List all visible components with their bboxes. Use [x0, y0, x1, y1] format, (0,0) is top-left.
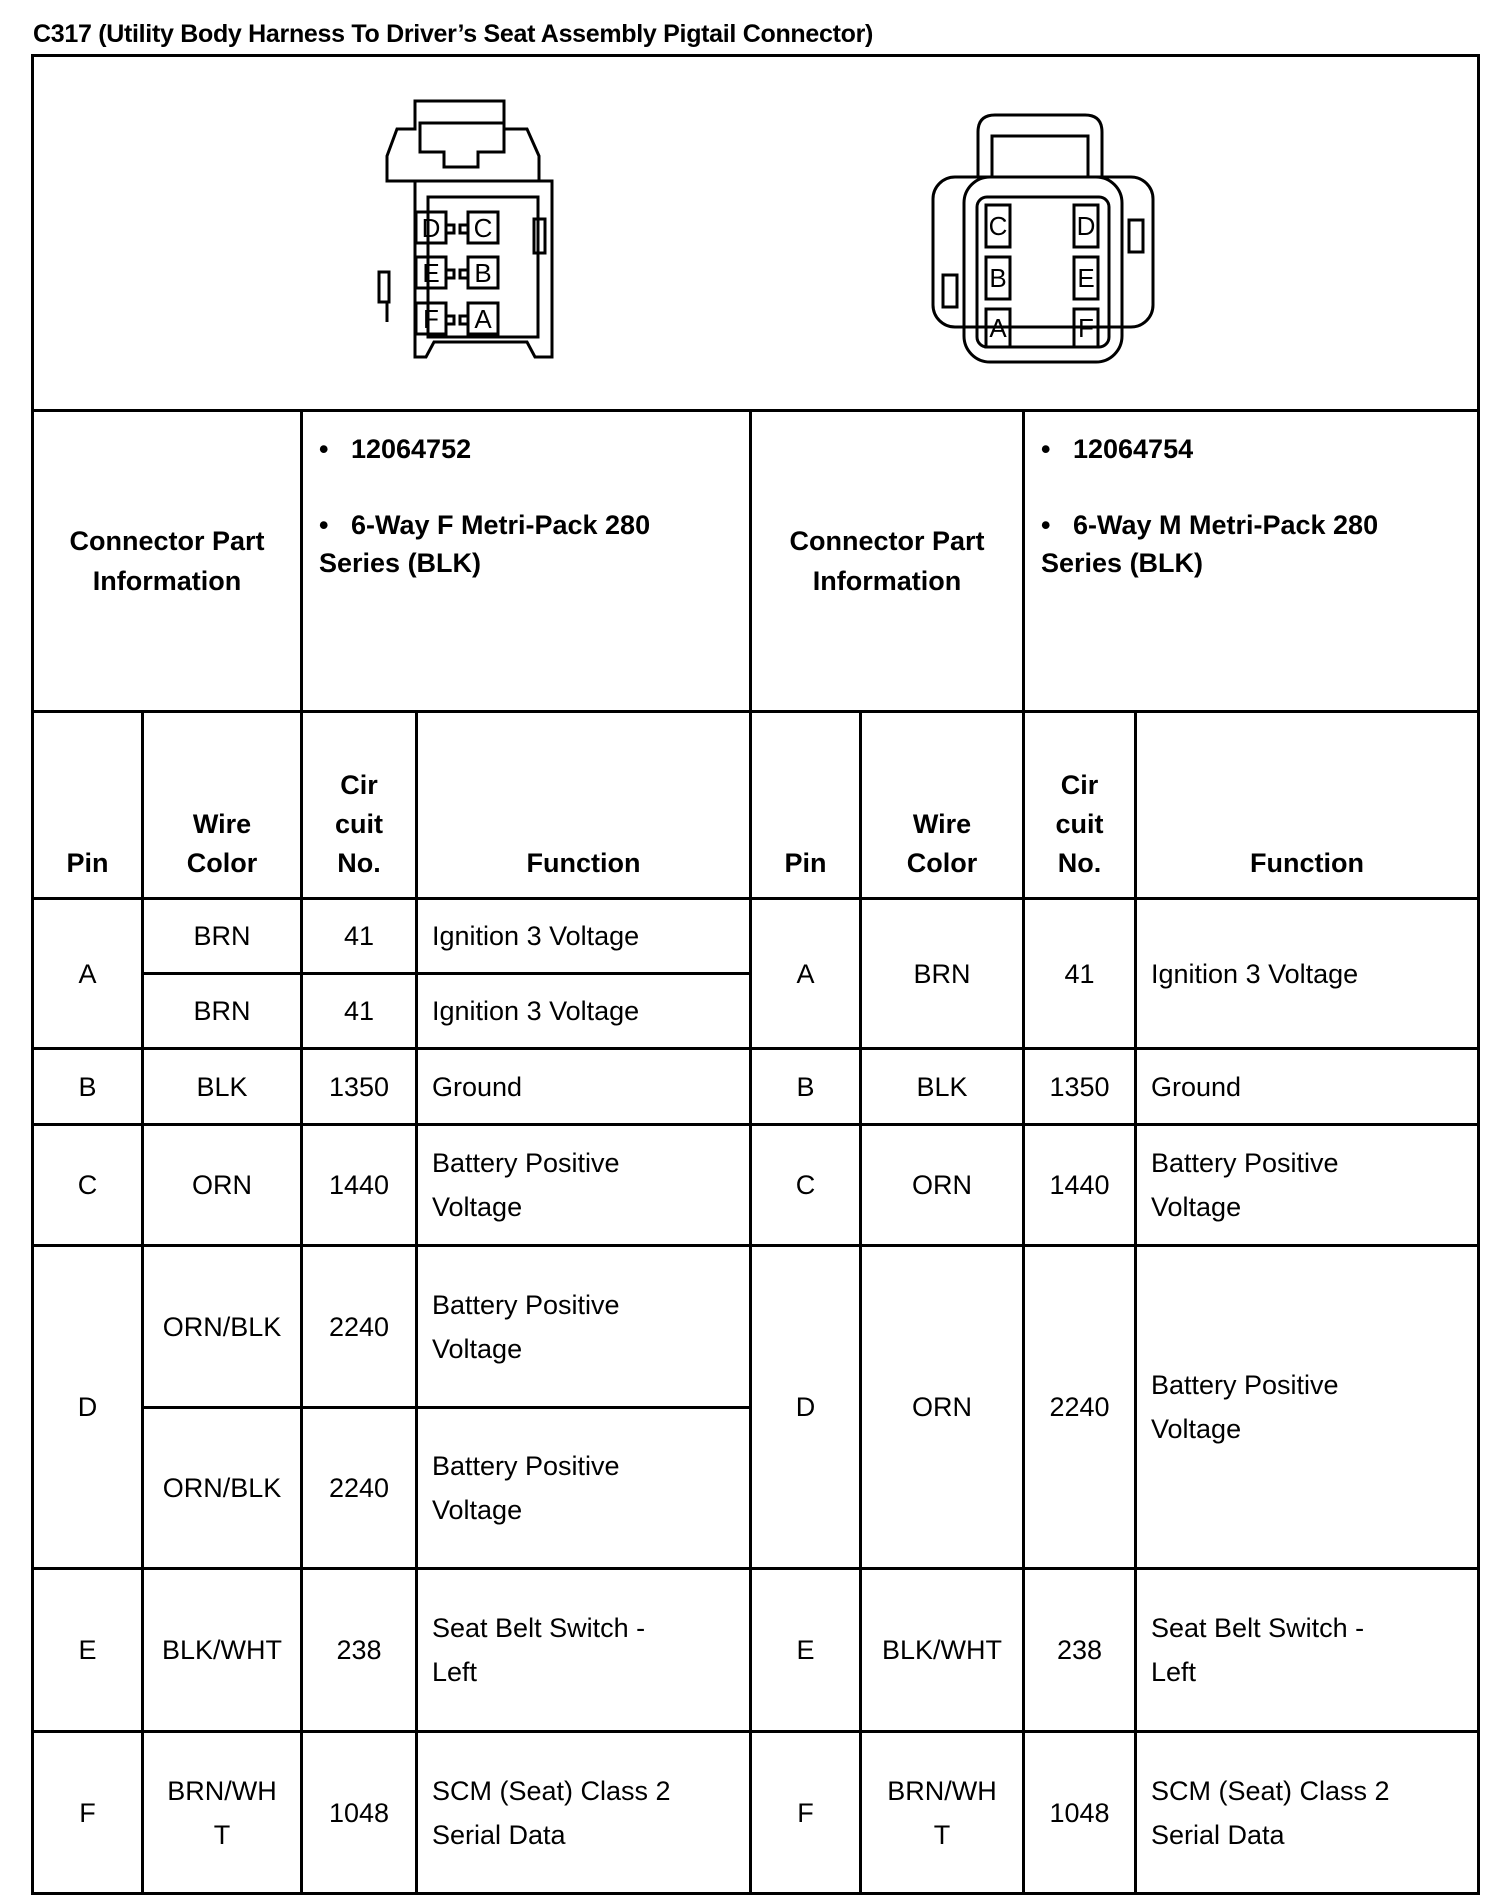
left-part-number-bullet: • 12064752 — [319, 434, 472, 464]
wire-color-cell: BRN — [861, 899, 1024, 1049]
header-pin: Pin — [751, 712, 861, 899]
circuit-cell: 2240 — [302, 1408, 417, 1569]
circuit-cell: 238 — [302, 1569, 417, 1732]
header-circuit-no: Cir cuit No. — [302, 712, 417, 899]
pin-cell: F — [751, 1732, 861, 1894]
header-pin: Pin — [33, 712, 143, 899]
male-pin-label-c: C — [988, 211, 1008, 241]
male-pin-label-a: A — [989, 313, 1007, 343]
circuit-cell: 41 — [1024, 899, 1136, 1049]
circuit-cell: 41 — [302, 974, 417, 1049]
wire-color-cell: ORN — [143, 1125, 302, 1246]
pin-cell: A — [33, 899, 143, 1049]
function-cell: Ground — [417, 1049, 751, 1125]
left-connector-info-label: Connector Part Information — [33, 411, 302, 712]
wire-color-cell: BLK — [143, 1049, 302, 1125]
female-pin-label-d: D — [421, 213, 441, 243]
header-function: Function — [417, 712, 751, 899]
female-pin-label-b: B — [474, 258, 492, 288]
wire-color-cell: BRN — [143, 974, 302, 1049]
function-cell: SCM (Seat) Class 2 Serial Data — [417, 1732, 751, 1894]
female-pin-label-a: A — [474, 304, 492, 334]
male-pin-label-b: B — [989, 263, 1007, 293]
wire-color-cell: BRN/WHT — [143, 1732, 302, 1894]
wire-color-cell: BLK/WHT — [143, 1569, 302, 1732]
table-row — [33, 899, 1479, 974]
circuit-cell: 238 — [1024, 1569, 1136, 1732]
header-circuit-no: Cir cuit No. — [1024, 712, 1136, 899]
function-cell: Battery Positive Voltage — [417, 1125, 751, 1246]
wire-color-cell: BLK/WHT — [861, 1569, 1024, 1732]
page-title: C317 (Utility Body Harness To Driver’s Seat Assembly Pigtail Connector) — [33, 20, 874, 48]
circuit-cell: 1440 — [302, 1125, 417, 1246]
pin-cell: F — [33, 1732, 143, 1894]
function-cell: Battery Positive Voltage — [1136, 1246, 1479, 1569]
circuit-cell: 1350 — [1024, 1049, 1136, 1125]
wire-color-cell: ORN — [861, 1125, 1024, 1246]
wire-color-cell: BLK — [861, 1049, 1024, 1125]
pin-cell: B — [751, 1049, 861, 1125]
left-part-description: 6-Way F Metri-Pack 280 Series (BLK) — [319, 510, 651, 578]
male-pin-label-d: D — [1076, 211, 1096, 241]
circuit-cell: 2240 — [302, 1246, 417, 1408]
circuit-cell: 2240 — [1024, 1246, 1136, 1569]
pin-cell: D — [751, 1246, 861, 1569]
pin-cell: E — [33, 1569, 143, 1732]
function-cell: Ground — [1136, 1049, 1479, 1125]
pin-cell: E — [751, 1569, 861, 1732]
circuit-cell: 41 — [302, 899, 417, 974]
connector-diagram-svg — [34, 57, 1480, 409]
table-row — [33, 1732, 1479, 1894]
function-cell: Ignition 3 Voltage — [417, 899, 751, 974]
right-connector-part-info — [1024, 411, 1479, 712]
function-cell: Ignition 3 Voltage — [1136, 899, 1479, 1049]
table-row — [33, 1569, 1479, 1732]
circuit-cell: 1048 — [1024, 1732, 1136, 1894]
pin-cell: D — [33, 1246, 143, 1569]
female-pin-label-c: C — [473, 213, 493, 243]
wire-color-cell: BRN — [143, 899, 302, 974]
left-connector-part-info — [302, 411, 751, 712]
pin-cell: A — [751, 899, 861, 1049]
female-connector-diagram — [379, 101, 552, 357]
function-cell: Ignition 3 Voltage — [417, 974, 751, 1049]
pin-cell: C — [33, 1125, 143, 1246]
function-cell: Battery Positive Voltage — [417, 1408, 751, 1569]
connector-diagrams — [33, 56, 1479, 411]
female-pin-label-f: F — [423, 304, 439, 334]
circuit-cell: 1048 — [302, 1732, 417, 1894]
table-row — [33, 1125, 1479, 1246]
right-connector-info-label: Connector Part Information — [751, 411, 1024, 712]
function-cell: Battery Positive Voltage — [1136, 1125, 1479, 1246]
male-pin-label-e: E — [1077, 263, 1095, 293]
left-part-description-bullet: • 6-Way F Metri-Pack 280 Series (BLK) — [319, 510, 651, 578]
male-pin-label-f: F — [1078, 313, 1094, 343]
wire-color-cell: BRN/WHT — [861, 1732, 1024, 1894]
right-part-number: 12064754 — [1072, 434, 1194, 464]
wire-color-cell: ORN — [861, 1246, 1024, 1569]
right-part-description-bullet: • 6-Way M Metri-Pack 280 Series (BLK) — [1041, 510, 1379, 578]
right-part-description: 6-Way M Metri-Pack 280 Series (BLK) — [1041, 510, 1379, 578]
female-pin-label-e: E — [422, 258, 440, 288]
table-row — [33, 1246, 1479, 1408]
pin-cell: B — [33, 1049, 143, 1125]
header-wire-color: Wire Color — [861, 712, 1024, 899]
function-cell: SCM (Seat) Class 2 Serial Data — [1136, 1732, 1479, 1894]
pin-cell: C — [751, 1125, 861, 1246]
left-part-number: 12064752 — [350, 434, 472, 464]
function-cell: Seat Belt Switch - Left — [417, 1569, 751, 1732]
header-wire-color: Wire Color — [143, 712, 302, 899]
circuit-cell: 1440 — [1024, 1125, 1136, 1246]
table-header-row — [33, 712, 1479, 899]
function-cell: Seat Belt Switch - Left — [1136, 1569, 1479, 1732]
header-function: Function — [1136, 712, 1479, 899]
connector-table — [31, 54, 1480, 1895]
male-connector-diagram — [933, 115, 1153, 362]
right-part-number-bullet: • 12064754 — [1041, 434, 1194, 464]
circuit-cell: 1350 — [302, 1049, 417, 1125]
function-cell: Battery Positive Voltage — [417, 1246, 751, 1408]
wire-color-cell: ORN/BLK — [143, 1246, 302, 1408]
wire-color-cell: ORN/BLK — [143, 1408, 302, 1569]
table-row — [33, 1049, 1479, 1125]
